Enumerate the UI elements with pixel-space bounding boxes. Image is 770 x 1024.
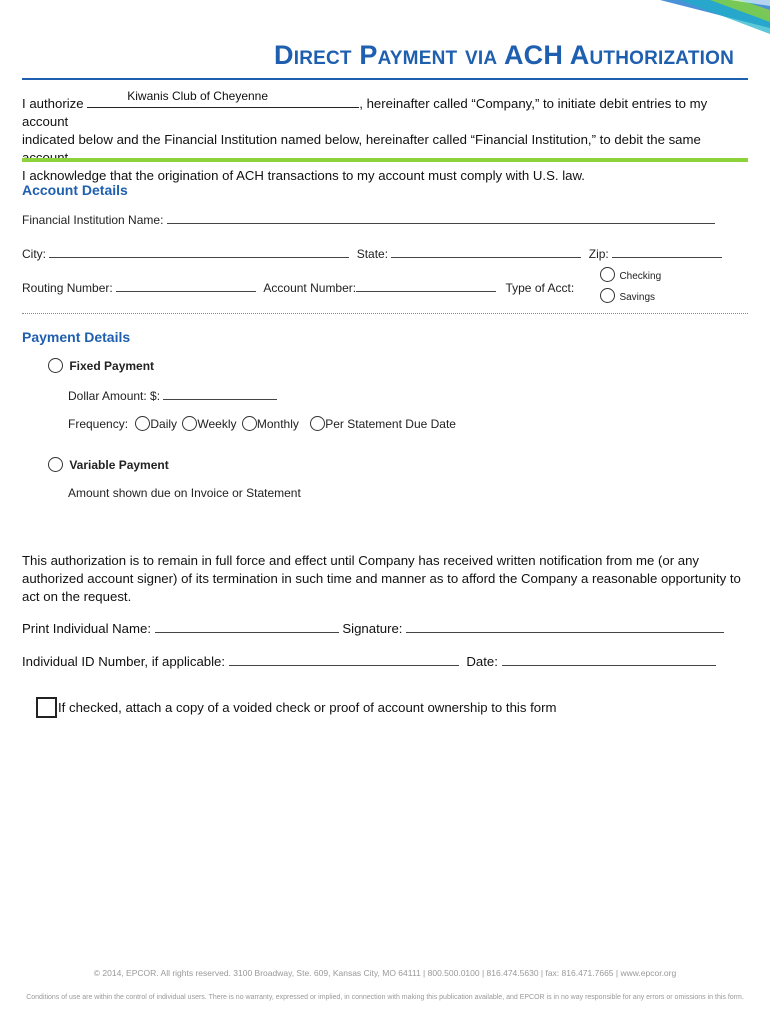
institution-label: Financial Institution Name: (22, 213, 164, 227)
checking-label: Checking (619, 271, 662, 282)
daily-radio[interactable] (135, 416, 150, 431)
monthly-label: Monthly (256, 417, 299, 431)
id-date-row (22, 653, 716, 669)
intro-line3: I acknowledge that the origination of ACH transactions to my account must comply with U.S. law. (22, 168, 585, 183)
fixed-payment-radio[interactable] (48, 358, 63, 373)
savings-label: Savings (619, 292, 656, 303)
fixed-payment-option[interactable] (48, 358, 154, 373)
monthly-radio[interactable] (242, 416, 257, 431)
corner-decoration-graphic (640, 0, 770, 40)
frequency-label: Frequency: (68, 417, 129, 431)
dollar-amount-row (68, 388, 277, 403)
dotted-divider (22, 313, 748, 314)
dollar-amount-label: Dollar Amount: $: (68, 389, 161, 403)
routing-number-field[interactable] (116, 280, 256, 292)
company-name-value: Kiwanis Club of Cheyenne (127, 89, 269, 103)
variable-payment-label: Variable Payment (69, 458, 169, 472)
title-divider (22, 78, 748, 80)
section-divider (22, 158, 748, 162)
authorization-paragraph: This authorization is to remain in full force and effect until Company has received written notification from me (or any authorized account signer) of its termination in such time and manner as to afford the Company a reasonable opportunity to act on the request. (22, 553, 741, 604)
form-title: Direct Payment via ACH Authorization (274, 40, 734, 70)
variable-payment-radio[interactable] (48, 457, 63, 472)
variable-payment-option[interactable] (48, 457, 169, 472)
weekly-radio[interactable] (182, 416, 197, 431)
city-label: City: (22, 247, 46, 261)
state-label: State: (356, 247, 389, 261)
variable-payment-note: Amount shown due on Invoice or Statement (68, 486, 301, 500)
institution-row (22, 212, 715, 227)
zip-label: Zip: (588, 247, 609, 261)
zip-field[interactable] (612, 246, 722, 258)
signature-label: Signature: (342, 621, 403, 636)
city-row (22, 246, 722, 261)
date-label: Date: (466, 654, 498, 669)
intro-line2: indicated below and the Financial Institution named below, hereinafter called “Financial Institution,” to debit the same (22, 132, 701, 147)
checking-radio[interactable] (600, 267, 615, 282)
routing-row (22, 280, 574, 295)
state-field[interactable] (391, 246, 581, 258)
footer-disclaimer: Conditions of use are within the control of individual users. There is no warranty, expressed or implied, in connection with making this publication available, and EPCOR is in no way responsible for any errors or omissions in this form. (26, 994, 744, 1001)
routing-label: Routing Number: (22, 281, 113, 295)
savings-option[interactable] (600, 287, 655, 305)
print-name-label: Print Individual Name: (22, 621, 152, 636)
id-number-label: Individual ID Number, if applicable: (22, 654, 226, 669)
footer-copyright: © 2014, EPCOR. All rights reserved. 3100 Broadway, Ste. 609, Kansas City, MO 64111 | 800.500.0100 | 816.474.5630 | fax: 816.471.7665 | www.epcor.org (93, 968, 677, 978)
intro-paragraph (22, 89, 748, 185)
fixed-payment-label: Fixed Payment (69, 359, 155, 373)
print-name-field[interactable] (155, 620, 339, 633)
id-number-field[interactable] (229, 653, 459, 666)
dollar-amount-field[interactable] (163, 388, 277, 400)
account-details-heading: Account Details (22, 182, 128, 198)
voided-check-label: If checked, attach a copy of a voided check or proof of account ownership to this form (58, 700, 557, 715)
name-signature-row (22, 620, 724, 636)
daily-label: Daily (150, 417, 178, 431)
voided-check-checkbox[interactable] (36, 697, 57, 718)
company-name-field[interactable] (87, 89, 359, 108)
frequency-row (68, 416, 456, 431)
per-statement-label: Per Statement Due Date (325, 417, 456, 431)
payment-details-heading: Payment Details (22, 329, 131, 345)
intro-line1-suffix: , hereinafter called “Company,” to initiate debit entries to my account (22, 96, 708, 129)
account-label: Account Number: (263, 281, 357, 295)
institution-name-field[interactable] (167, 212, 715, 224)
account-number-field[interactable] (356, 280, 496, 292)
intro-prefix: I authorize (22, 96, 84, 111)
city-field[interactable] (49, 246, 349, 258)
type-label: Type of Acct: (505, 281, 575, 295)
weekly-label: Weekly (197, 417, 237, 431)
date-field[interactable] (502, 653, 716, 666)
signature-field[interactable] (406, 620, 724, 633)
per-statement-radio[interactable] (310, 416, 325, 431)
savings-radio[interactable] (600, 288, 615, 303)
checking-option[interactable] (600, 266, 661, 284)
